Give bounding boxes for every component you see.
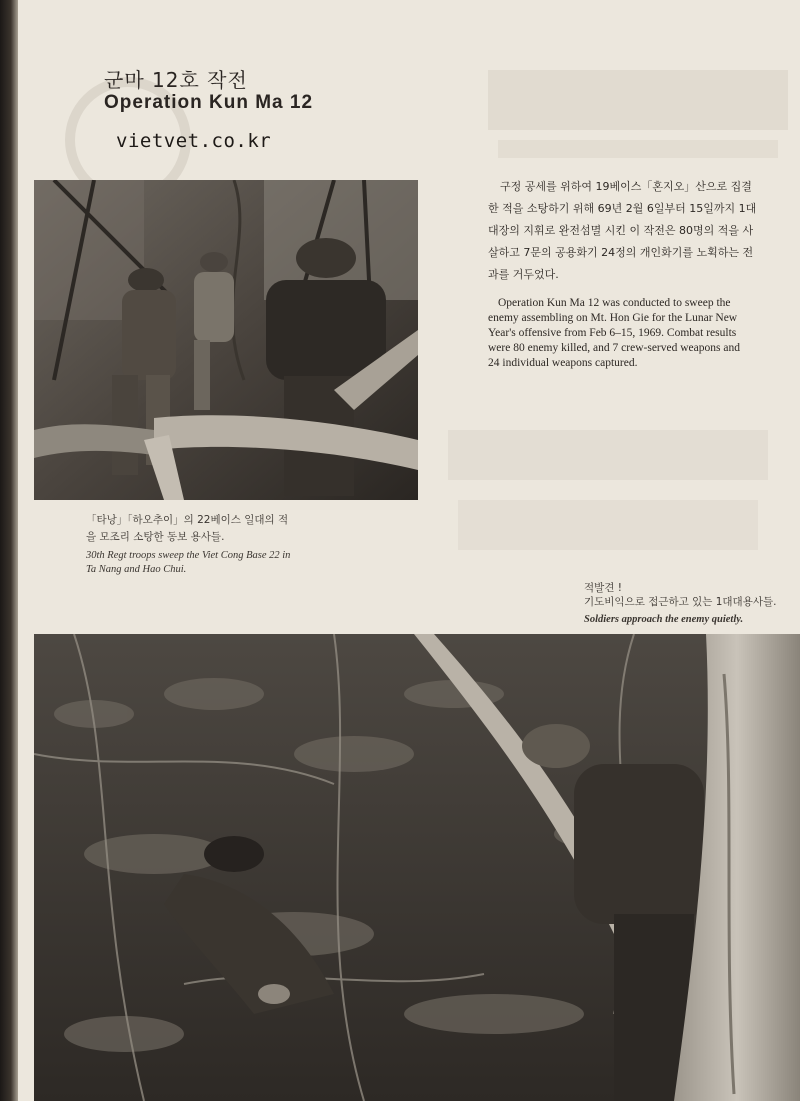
book-binding [0,0,18,1101]
photo2-caption-korean: 기도비익으로 접근하고 있는 1대대용사들. [584,596,777,608]
page-title-korean: 군마 12호 작전 [104,68,248,92]
photo2-caption-english: Soldiers approach the enemy quietly. [584,614,744,625]
body-korean-paragraph: 구정 공세를 위하여 19베이스「혼지오」산으로 집결한 적을 소탕하기 위해 69년 2월 6일부터 15일까지 1대대장의 지휘로 완전섬멸 시킨 이 작전은 80명의 적을 사살하고 7문의 공용화기 24정의 개인화기를 노획하는 전과를 거두었다. [488,180,757,281]
article-body-korean [488,176,758,286]
soldiers-approaching-enemy-photo [34,634,800,1101]
photo2-caption-korean-headline: 적발견 ! [584,582,622,594]
body-english-paragraph: Operation Kun Ma 12 was conducted to sweep the enemy assembling on Mt. Hon Gie for the Lunar New Year's offensive from Feb 6–15, 1969. Combat results were 80 enemy killed, and 7 crew-served weapons and 24 individual weapons captured. [488,297,740,369]
photo1-caption-korean: 「타낭」「하오추이」의 22베이스 일대의 적을 모조리 소탕한 동보 용사들. [86,514,289,543]
page-title-english: Operation Kun Ma 12 [104,92,314,113]
show-through-block [438,420,778,570]
photo-illustration-2 [34,634,800,1101]
photo1-caption-english: 30th Regt troops sweep the Viet Cong Base 22 in Ta Nang and Hao Chui. [86,550,291,575]
soldiers-crossing-jungle-photo [34,180,418,500]
photo-illustration [34,180,418,500]
article-body-english [488,296,750,371]
website-watermark: vietvet.co.kr [116,130,272,152]
